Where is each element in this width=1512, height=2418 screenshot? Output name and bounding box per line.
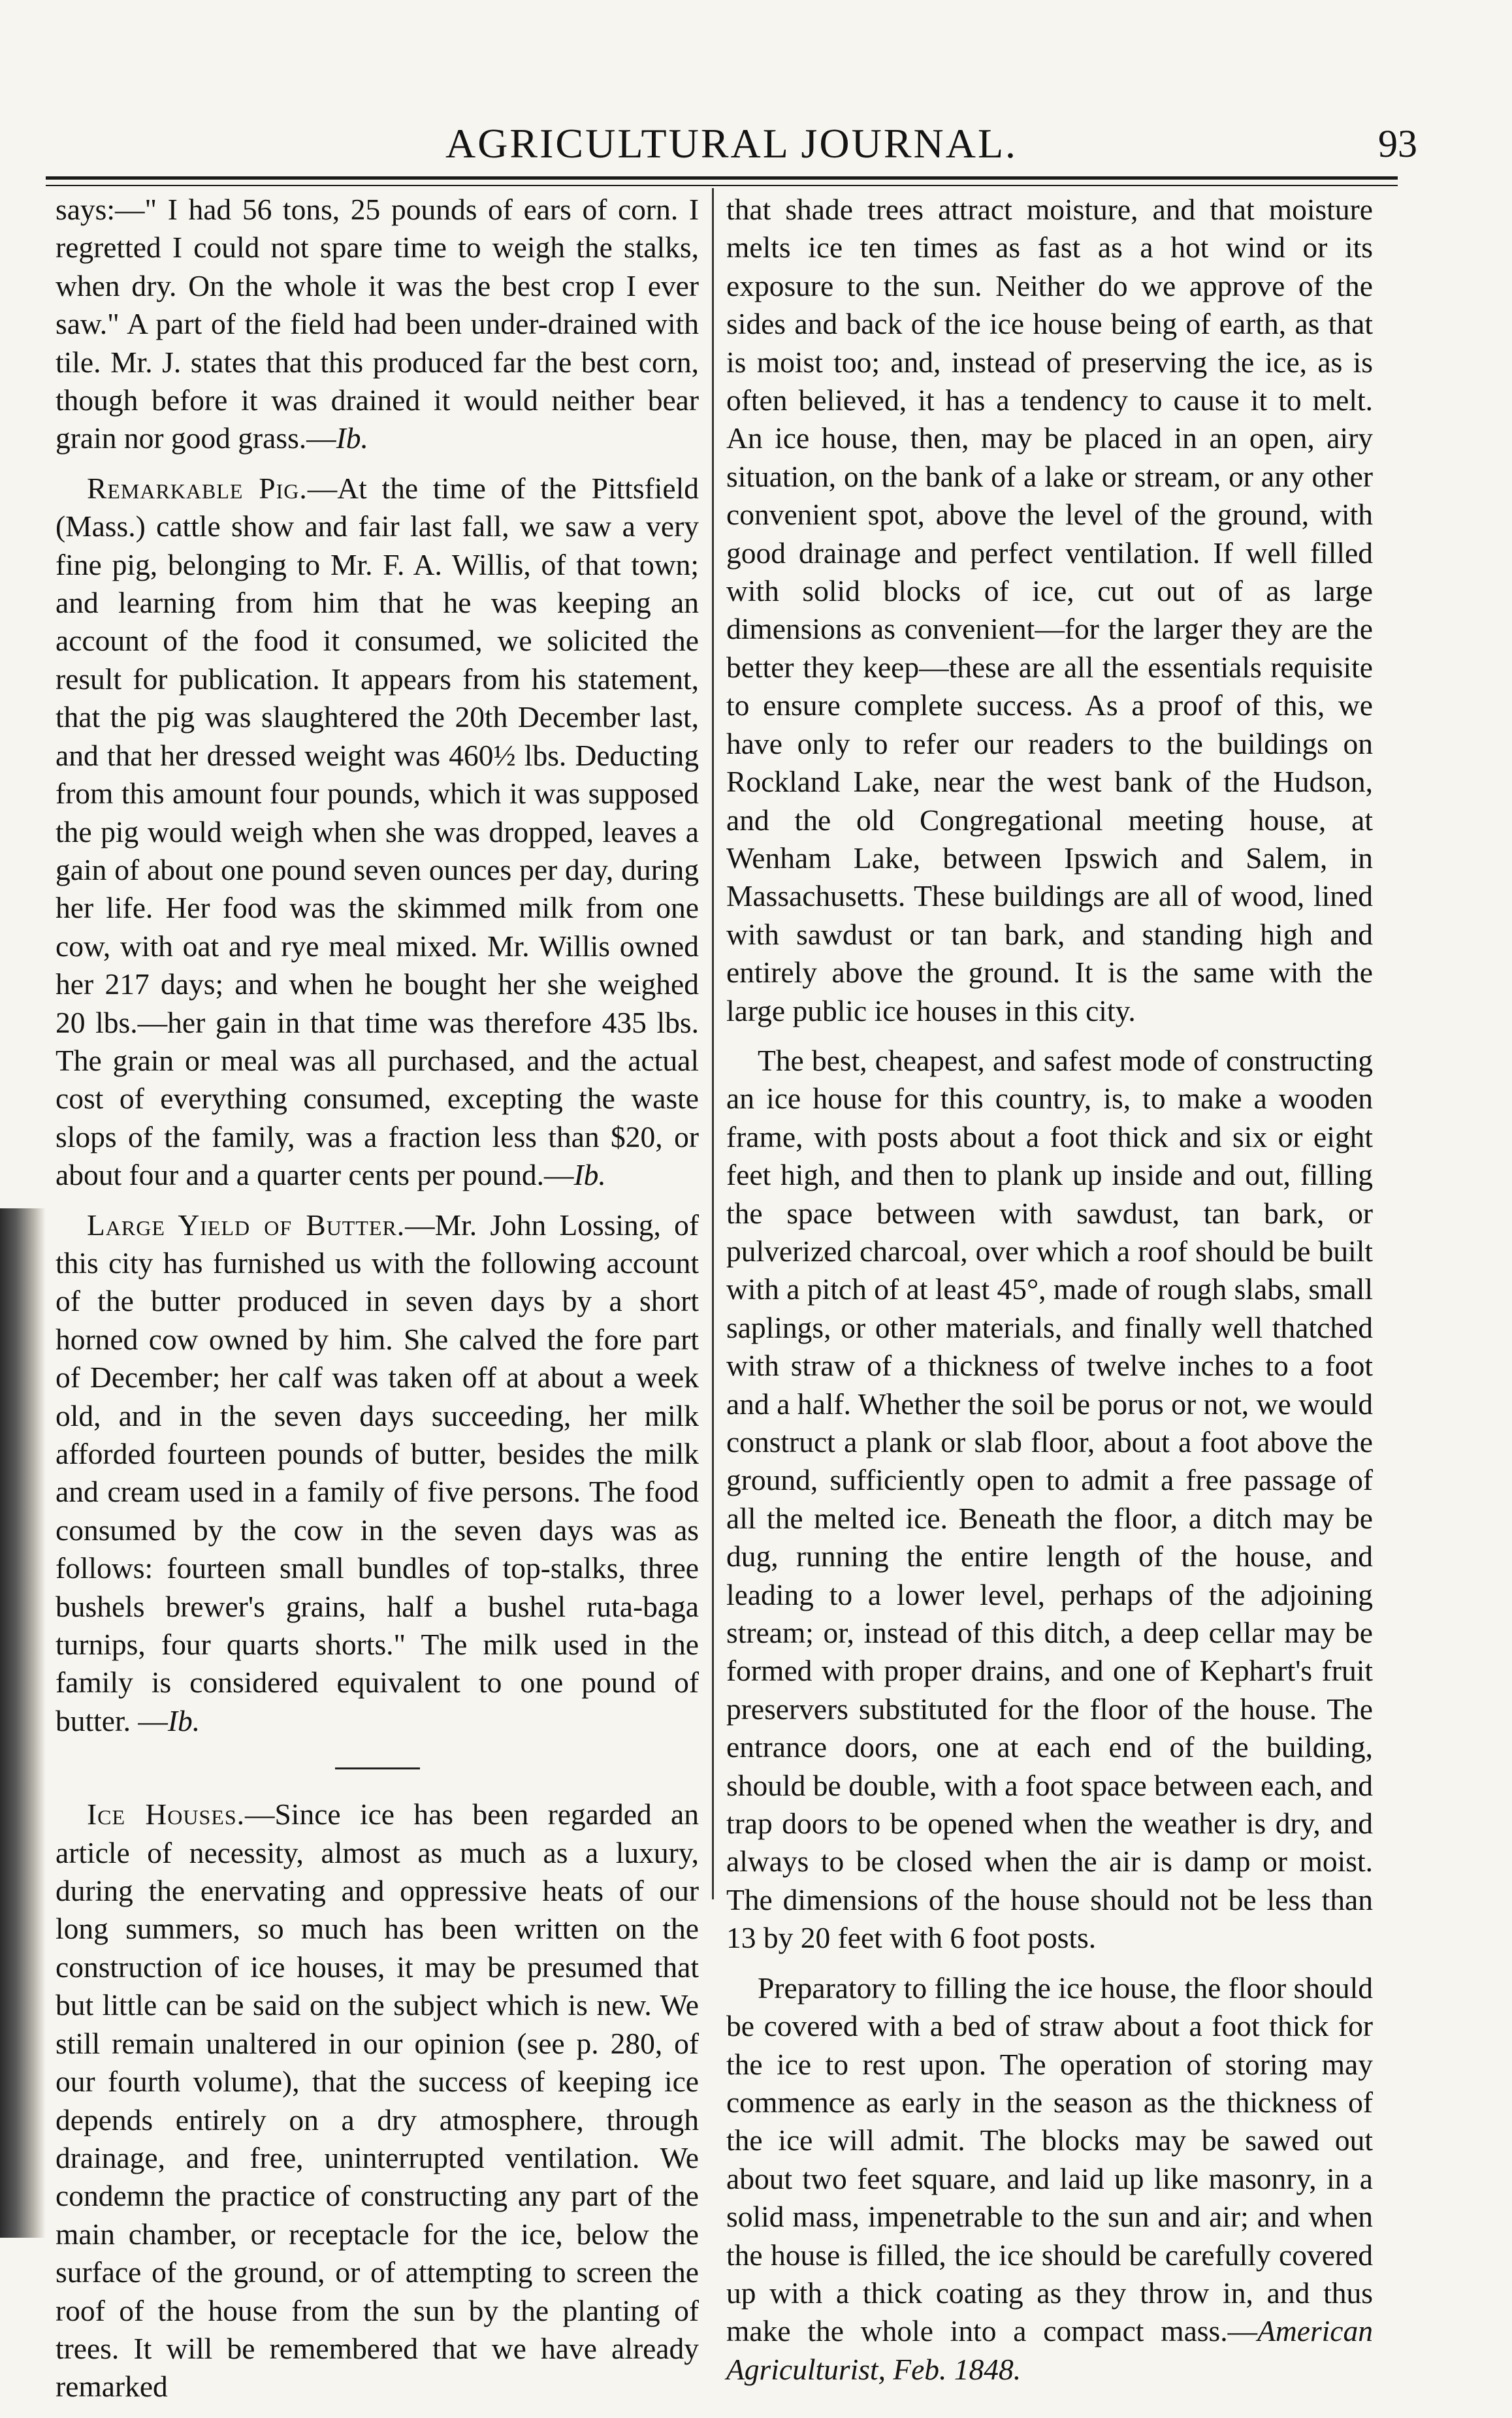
pig-article-heading: Remarkable Pig. (87, 471, 308, 505)
header-rule-thin (46, 185, 1398, 186)
pig-article (56, 470, 699, 1195)
butter-article-body: —Mr. John Lossing, of this city has furnished us with the following account of the butter produced in seven days by a short horned cow owned by him. She calved the fore part of December; her calf was taken off at about a week old, and in the seven days succeeding, her milk afforded fourteen pounds of butter, besides the milk and cream used in a family of five persons. The food consumed by the cow in the seven days was as follows: fourteen small bundles of top-stalks, three bushels brewer's grains, half a bushel ruta-baga turnips, four quarts shorts." The milk used in the family is considered equivalent to one pound of butter. — (56, 1208, 699, 1737)
filling-text: Preparatory to filling the ice house, the floor should be covered with a bed of straw about a foot thick for the ice to rest upon. The operation of storing may commence as early in the season as the thickness of the ice will admit. The blocks may be sawed out about two feet square, and laid up like masonry, in a solid mass, impenetrable to the sun and air; and when the house is filled, the ice should be carefully covered up with a thick coating as they throw in, and thus make the whole into a compact mass.— (726, 1971, 1373, 2348)
filling-source: American Agriculturist, Feb. 1848. (726, 2314, 1373, 2386)
header-rule-thick (46, 176, 1398, 180)
pig-article-body: —At the time of the Pittsfield (Mass.) cattle show and fair last fall, we saw a very fine pig, belonging to Mr. F. A. Willis, of that town; and learning from him that he was keeping an account of the food it consumed, we solicited the result for publication. It appears from his statement, that the pig was slaughtered the 20th December last, and that her dressed weight was 460½ lbs. Deducting from this amount four pounds, which it was supposed the pig would weigh when she was dropped, leaves a gain of about one pound seven ounces per day, during her life. Her food was the skimmed milk from one cow, with oat and rye meal mixed. Mr. Willis owned her 217 days; and when he bought her she weighed 20 lbs.—her gain in that time was therefore 435 lbs. The grain or meal was all purchased, and the actual cost of everything consumed, excepting the waste slops of the family, was a fraction less than $20, or about four and a quarter cents per pound.— (56, 471, 700, 1192)
ice-house-body: —Since ice has been regarded an article of necessity, almost as much as a luxury, during the enervating and oppressive heats of our long summers, so much has been written on the construction of ice houses, it may be presumed that but little can be said on the subject which is new. We still remain unaltered in our opinion (see p. 280, of our fourth volume), that the success of keeping ice depends entirely on a dry atmosphere, through drainage, and free, uninterrupted ventilation. We condemn the practice of constructing any part of the main chamber, or receptacle for the ice, below the surface of the ground, or of attempting to screen the roof of the house from the sun by the planting of trees. It will be remembered that we have already remarked (56, 1797, 700, 2404)
page-number: 93 (1378, 122, 1417, 165)
running-title: AGRICULTURAL JOURNAL. (445, 120, 1018, 167)
corn-article-text: says:—" I had 56 tons, 25 pounds of ears of corn. I regretted I could not spare time to weigh the stalks, when dry. On the whole it was the best crop I ever saw." A part of the field had been under-drained with tile. Mr. J. states that this produced far the best corn, though before it was drained it would neither bear grain nor good grass.— (56, 193, 699, 455)
corn-article-source: Ib. (336, 421, 368, 455)
section-separator-rule (335, 1767, 420, 1769)
page-binding-shadow (0, 1208, 46, 2238)
filling-paragraph (726, 1969, 1373, 2389)
pig-article-source: Ib. (573, 1158, 606, 1192)
page-header (46, 114, 1417, 176)
ice-house-heading: Ice Houses. (87, 1797, 245, 1831)
ice-house-continuation: that shade trees attract moisture, and that moisture melts ice ten times as fast as a hot wind or its exposure to the sun. Neither do we approve of the sides and back of the ice house being of earth, as that is moist too; and, instead of preserving the ice, as is often believed, it has a tendency to cause it to melt. An ice house, then, may be placed in an open, airy situation, on the bank of a lake or stream, or any other convenient spot, above the level of the ground, with good drainage and perfect ventilation. If well filled with solid blocks of ice, cut out of as large dimensions as convenient—for the larger they are the better they keep—these are all the essentials requisite to ensure complete success. As a proof of this, we have only to refer our readers to the buildings on Rockland Lake, near the west bank of the Hudson, and the old Congregational meeting house, at Wenham Lake, between Ipswich and Salem, in Massachusetts. These buildings are all of wood, lined with sawdust or tan bark, and standing high and entirely above the ground. It is the same with the large public ice houses in this city. (726, 193, 1373, 1027)
construction-paragraph: The best, cheapest, and safest mode of constructing an ice house for this country, is, to make a wooden frame, with posts about a foot thick and six or eight feet high, and then to plank up inside and out, filling the space between with sawdust, tan bark, or pulverized charcoal, over which a roof should be built with a pitch of at least 45°, made of rough slabs, small saplings, or other materials, and finally well thatched with straw of a thickness of twelve inches to a foot and a half. Whether the soil be porus or not, we would construct a plank or slab floor, about a foot above the ground, sufficiently open to admit a free passage of all the melted ice. Beneath the floor, a ditch may be dug, running the entire length of the house, and leading to a lower level, perhaps of the adjoining stream; or, instead of this ditch, a deep cellar may be formed with proper drains, and one of Kephart's fruit preservers substituted for the floor of the house. The entrance doors, one at each end of the building, should be double, with a foot space between each, and trap doors to be opened when the weather is dry, and always to be closed when the air is damp or moist. The dimensions of the house should not be less than 13 by 20 feet with 6 foot posts. (726, 1043, 1373, 1955)
ice-house-article (56, 1796, 699, 2406)
butter-article (56, 1206, 699, 1741)
left-column (56, 191, 699, 2418)
corn-article-continuation (56, 191, 699, 458)
column-divider (712, 188, 714, 1899)
butter-article-source: Ib. (167, 1703, 201, 1737)
butter-article-heading: Large Yield of Butter. (87, 1208, 406, 1242)
right-column (726, 191, 1373, 2400)
